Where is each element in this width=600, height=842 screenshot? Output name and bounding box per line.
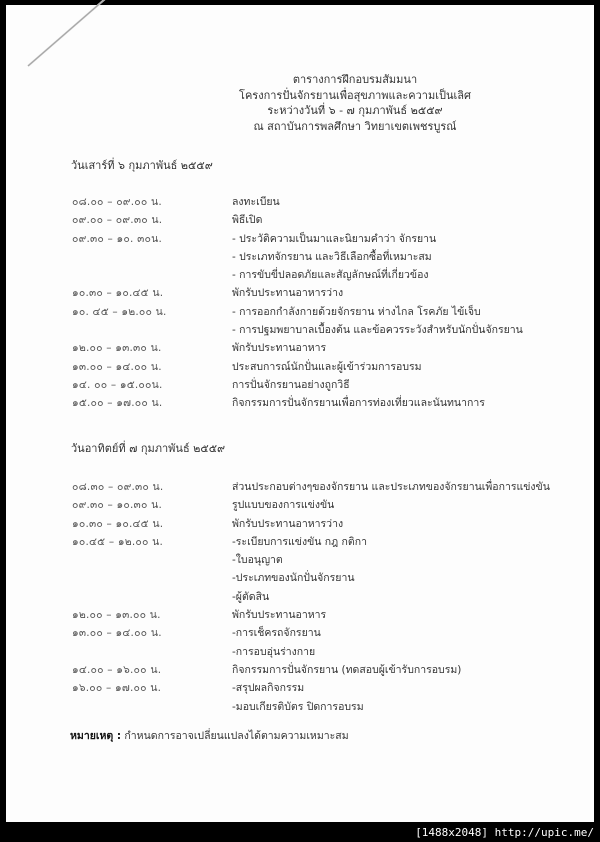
schedule-row — [6, 515, 594, 533]
day2-title: วันอาทิตย์ที่ ๗ กุมภาพันธ์ ๒๕๕๙ — [71, 442, 226, 455]
schedule-time: ๑๐. ๔๕ – ๑๒.๐๐ น. — [72, 305, 167, 318]
schedule-activity: กิจกรรมการปั่นจักรยานเพื่อการท่องเที่ยวและนันทนาการ — [232, 397, 485, 410]
schedule-row — [6, 193, 594, 211]
schedule-time: ๑๔. ๐๐ – ๑๕.๐๐น. — [72, 378, 163, 391]
schedule-activity: กิจกรรมการปั่นจักรยาน (ทดสอบผู้เข้ารับการอบรม) — [232, 663, 462, 676]
day1-schedule — [6, 193, 594, 413]
scan-line-mark — [27, 0, 157, 67]
schedule-row — [6, 661, 594, 679]
schedule-time: ๐๙.๓๐ – ๑๐.๓๐ น. — [72, 499, 162, 512]
schedule-row — [6, 643, 594, 661]
schedule-row — [6, 321, 594, 339]
schedule-activity: -มอบเกียรติบัตร ปิดการอบรม — [232, 700, 364, 713]
schedule-activity: - การปฐมพยาบาลเบื้องต้น และข้อควรระวังสำหรับนักปั่นจักรยาน — [232, 324, 523, 337]
schedule-row — [6, 394, 594, 412]
schedule-activity: -ประเภทของนักปั่นจักรยาน — [232, 572, 355, 585]
header-project: โครงการปั่นจักรยานเพื่อสุขภาพและความเป็นเลิศ — [239, 88, 471, 102]
upload-watermark: [1488x2048] http://upic.me/ — [415, 826, 594, 839]
schedule-activity: พักรับประทานอาหารว่าง — [232, 287, 344, 300]
schedule-activity: - ประวัติความเป็นมาและนิยามคำว่า จักรยาน — [232, 232, 437, 245]
schedule-time: ๑๒.๐๐ – ๑๓.๐๐ น. — [72, 609, 161, 622]
schedule-row — [6, 624, 594, 642]
header-dates: ระหว่างวันที่ ๖ - ๗ กุมภาพันธ์ ๒๕๕๙ — [267, 104, 443, 117]
remark-label: หมายเหตุ : — [70, 730, 122, 742]
schedule-time: ๑๖.๐๐ – ๑๗.๐๐ น. — [72, 682, 162, 695]
schedule-time: ๑๕.๐๐ – ๑๗.๐๐ น. — [72, 397, 163, 410]
schedule-time: ๑๔.๐๐ – ๑๖.๐๐ น. — [72, 663, 162, 676]
schedule-row — [6, 533, 594, 551]
day2-schedule — [6, 478, 594, 716]
schedule-time: ๑๒.๐๐ – ๑๓.๓๐ น. — [72, 342, 162, 355]
schedule-activity: พักรับประทานอาหารว่าง — [232, 517, 344, 530]
schedule-row — [6, 230, 594, 248]
schedule-activity: -การอบอุ่นร่างกาย — [232, 645, 316, 658]
schedule-row — [6, 569, 594, 587]
header-title: ตารางการฝึกอบรมสัมมนา — [292, 73, 418, 86]
schedule-activity: -การเช็ครถจักรยาน — [232, 627, 321, 640]
schedule-time: ๐๘.๓๐ – ๐๙.๓๐ น. — [72, 481, 164, 493]
schedule-row — [6, 496, 594, 514]
schedule-activity: ประสบการณ์นักปั่นและผู้เข้าร่วมการอบรม — [232, 360, 422, 373]
schedule-row — [6, 679, 594, 697]
schedule-row — [6, 376, 594, 394]
schedule-time: ๐๙.๐๐ – ๐๙.๓๐ น. — [72, 214, 163, 227]
schedule-row — [6, 248, 594, 266]
schedule-row — [6, 266, 594, 284]
schedule-time: ๐๙.๓๐ – ๑๐. ๓๐น. — [72, 232, 162, 245]
schedule-activity: - การออกกำลังกายด้วยจักรยาน ห่างไกล โรคภัย ไข้เจ็บ — [232, 305, 481, 318]
schedule-activity: พักรับประทานอาหาร — [232, 609, 327, 622]
schedule-activity: ส่วนประกอบต่างๆของจักรยาน และประเภทของจักรยานเพื่อการแข่งขัน — [232, 481, 550, 493]
schedule-row — [6, 551, 594, 569]
schedule-time: ๑๐.๓๐ – ๑๐.๔๕ น. — [72, 517, 164, 530]
document-page — [6, 5, 594, 822]
schedule-activity: -ใบอนุญาต — [232, 554, 283, 567]
schedule-row — [6, 284, 594, 302]
schedule-row — [6, 339, 594, 357]
day1-title: วันเสาร์ที่ ๖ กุมภาพันธ์ ๒๕๕๙ — [71, 159, 213, 172]
schedule-time: ๑๓.๐๐ – ๑๔.๐๐ น. — [72, 627, 162, 640]
schedule-activity: พิธีเปิด — [232, 214, 263, 227]
schedule-activity: การปั่นจักรยานอย่างถูกวิธี — [232, 378, 350, 391]
schedule-activity: - การขับขี่ปลอดภัยและสัญลักษณ์ที่เกี่ยวข้อง — [232, 269, 429, 282]
schedule-time: ๐๘.๐๐ – ๐๙.๐๐ น. — [72, 196, 162, 208]
schedule-row — [6, 358, 594, 376]
schedule-time: ๑๐.๔๕ – ๑๒.๐๐ น. — [72, 535, 164, 548]
schedule-row — [6, 606, 594, 624]
schedule-activity: ลงทะเบียน — [232, 196, 280, 208]
schedule-activity: - ประเภทจักรยาน และวิธีเลือกซื้อที่เหมาะสม — [232, 250, 432, 263]
schedule-row — [6, 211, 594, 229]
header-venue: ณ สถาบันการพลศึกษา วิทยาเขตเพชรบูรณ์ — [253, 119, 457, 133]
schedule-row — [6, 303, 594, 321]
schedule-row — [6, 588, 594, 606]
document-header — [6, 72, 594, 134]
schedule-activity: พักรับประทานอาหาร — [232, 342, 327, 355]
schedule-activity: -ผู้ตัดสิน — [232, 590, 270, 603]
schedule-row — [6, 478, 594, 496]
schedule-activity: -สรุปผลกิจกรรม — [232, 682, 305, 695]
schedule-activity: -ระเบียบการแข่งขัน กฎ กติกา — [232, 535, 367, 548]
schedule-activity: รูปแบบของการแข่งขัน — [232, 499, 335, 512]
remark-text: กำหนดการอาจเปลี่ยนแปลงได้ตามความเหมาะสม — [121, 730, 349, 742]
schedule-time: ๑๐.๓๐ – ๑๐.๔๕ น. — [72, 287, 164, 300]
schedule-row — [6, 698, 594, 716]
remark — [70, 727, 349, 744]
schedule-time: ๑๓.๐๐ – ๑๔.๐๐ น. — [72, 360, 162, 373]
